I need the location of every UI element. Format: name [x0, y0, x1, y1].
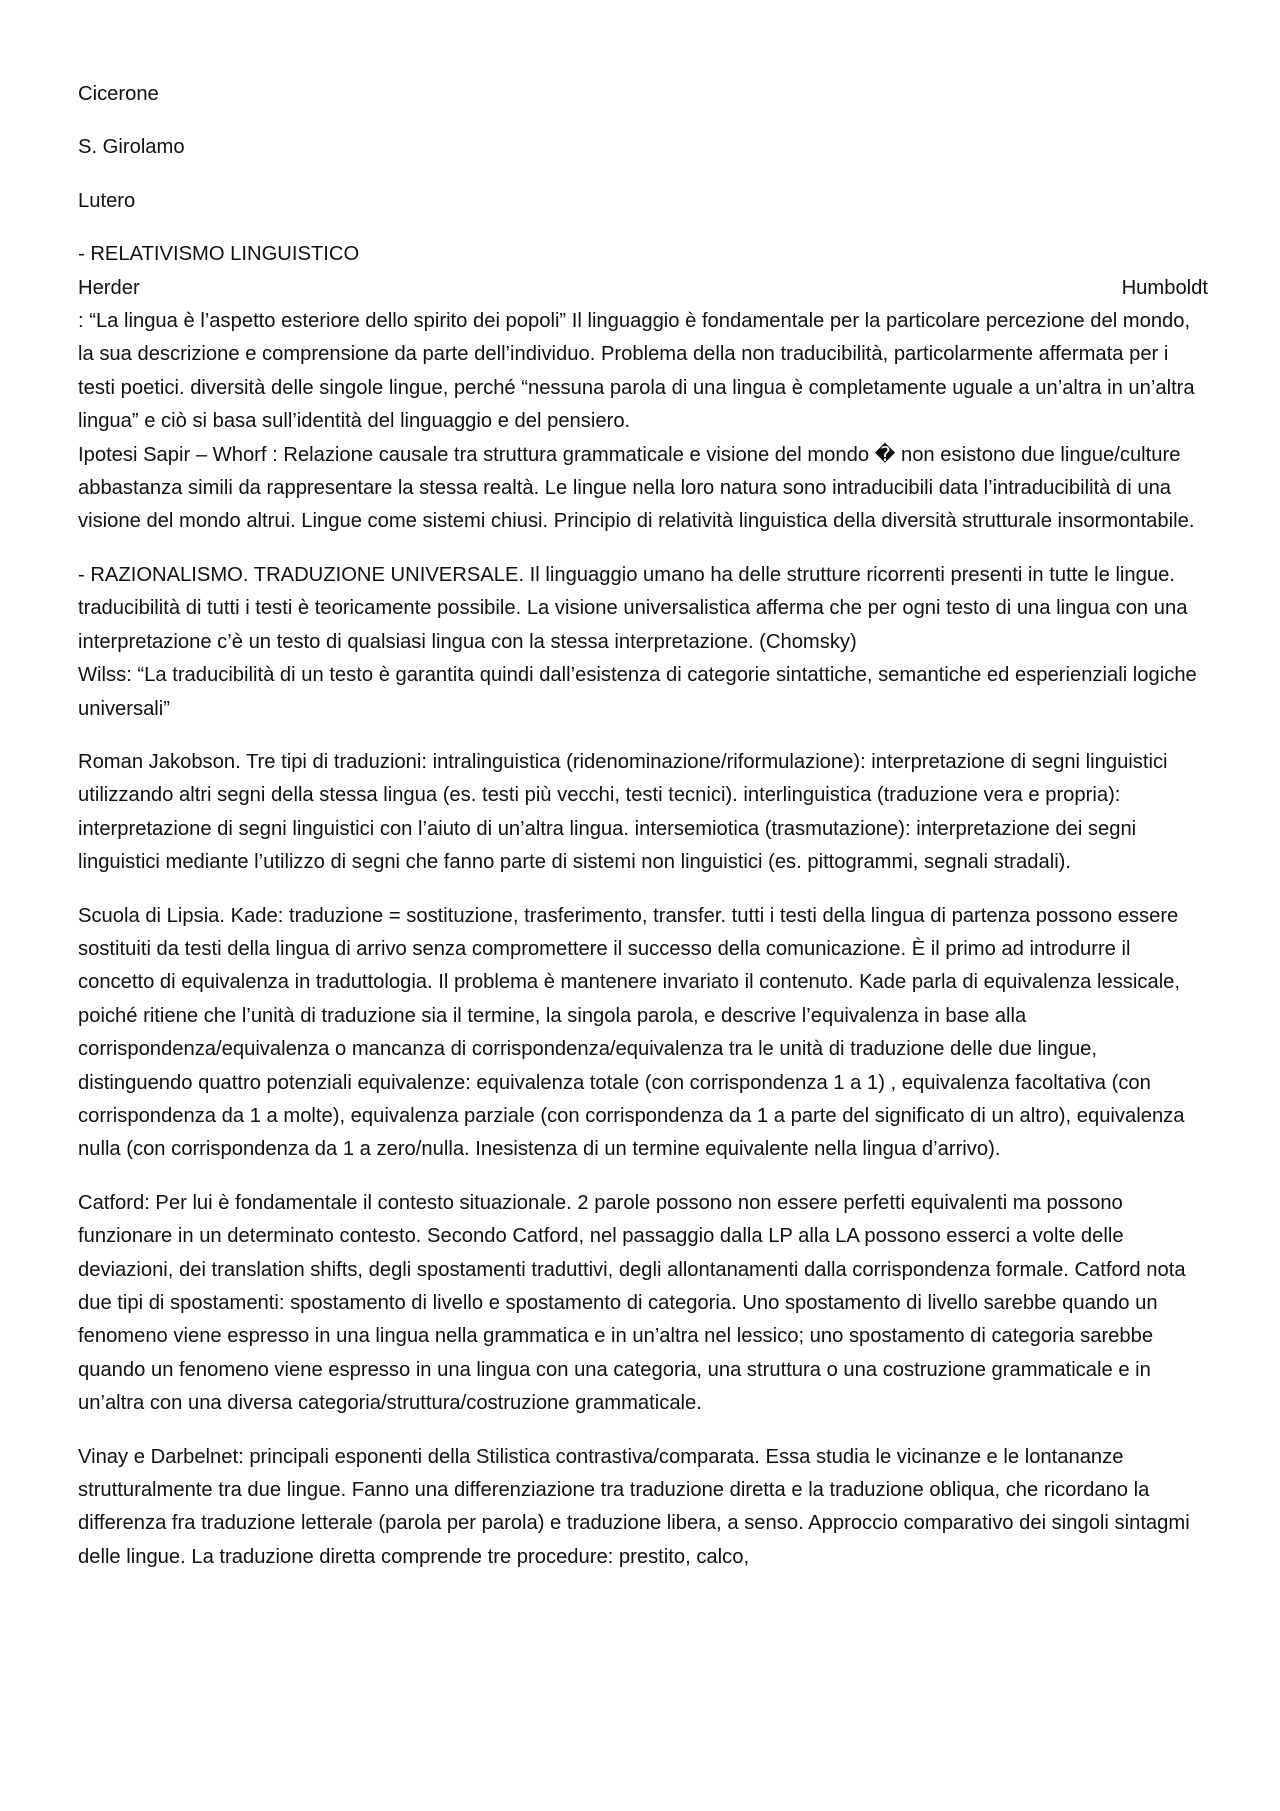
author-row: [78, 272, 1208, 305]
lipsia-paragraph: Scuola di Lipsia. Kade: traduzione = sostituzione, trasferimento, transfer. tutti i testi della lingua di partenza possono essere sostituiti da testi della lingua di arrivo senza compromettere il successo della comunicazione. È il primo ad introdurre il concetto di equivalenza in traduttologia. Il problema è mantenere invariato il contenuto. Kade parla di equivalenza lessicale, poiché ritiene che l’unità di traduzione sia il termine, la singola parola, e descrive l’equivalenza in base alla corrispondenza/equivalenza o mancanza di corrispondenza/equivalenza tra le unità di traduzione delle due lingue, distinguendo quattro potenziali equivalenze: equivalenza totale (con corrispondenza 1 a 1) , equivalenza facoltativa (con corrispondenza da 1 a molte), equivalenza parziale (con corrispondenza da 1 a parte del significato di un altro), equivalenza nulla (con corrispondenza da 1 a zero/nulla. Inesistenza di un termine equivalente nella lingua d’arrivo).: [78, 904, 1185, 1161]
razionalismo-body: - RAZIONALISMO. TRADUZIONE UNIVERSALE. Il linguaggio umano ha delle strutture ricorrenti presenti in tutte le lingue. traducibilità di tutti i testi è teoricamente possibile. La visione universalistica afferma che per ogni testo di una lingua con una interpretazione c’è un testo di qualsiasi lingua con la stessa interpretazione. (Chomsky): [78, 563, 1188, 653]
heading-lutero: Lutero: [78, 189, 136, 212]
relativismo-body: : “La lingua è l’aspetto esteriore dello spirito dei popoli” Il linguaggio è fondamentale per la particolare percezione del mondo, la sua descrizione e comprensione da parte dell’individuo. Problema della non traducibilità, particolarmente affermata per i testi poetici. diversità delle singole lingue, perché “nessuna parola di una lingua è completamente uguale a un’altra in un’altra lingua” e ciò si basa sull’identità del linguaggio e del pensiero.: [78, 310, 1195, 433]
catford-paragraph: Catford: Per lui è fondamentale il contesto situazionale. 2 parole possono non essere perfetti equivalenti ma possono funzionare in un determinato contesto. Secondo Catford, nel passaggio dalla LP alla LA possono esserci a volte delle deviazioni, dei translation shifts, degli spostamenti traduttivi, degli allontanamenti dalla corrispondenza formale. Catford nota due tipi di spostamenti: spostamento di livello e spostamento di categoria. Uno spostamento di livello sarebbe quando un fenomeno viene espresso in una lingua nella grammatica e in un’altra nel lessico; uno spostamento di categoria sarebbe quando un fenomeno viene espresso in una lingua con una categoria, una struttura o una costruzione grammaticale e in un’altra con una diversa categoria/struttura/costruzione grammaticale.: [78, 1191, 1186, 1415]
heading-girolamo: S. Girolamo: [78, 136, 185, 159]
sapir-whorf-paragraph: Ipotesi Sapir – Whorf : Relazione causale tra struttura grammaticale e visione del mondo � non esistono due lingue/culture abbastanza simili da rappresentare la stessa realtà. Le lingue nella loro natura sono intraducibili data l’intraducibilità di una visione del mondo altrui. Lingue come sistemi chiusi. Principio di relatività linguistica della diversità strutturale insormontabile.: [78, 443, 1195, 533]
relativismo-title: - RELATIVISMO LINGUISTICO: [78, 243, 360, 266]
author-humboldt: Humboldt: [1121, 276, 1208, 299]
wilss-quote: Wilss: “La traducibilità di un testo è garantita quindi dall’esistenza di categorie sintattiche, semantiche ed esperienziali logiche universali”: [78, 664, 1197, 720]
section-razionalismo: [78, 559, 1208, 726]
section-relativismo: [78, 238, 1208, 539]
heading-cicerone: Cicerone: [78, 83, 159, 105]
vinay-paragraph: Vinay e Darbelnet: principali esponenti della Stilistica contrastiva/comparata. Essa studia le vicinanze e le lontananze strutturalmente tra due lingue. Fanno una differenziazione tra traduzione diretta e la traduzione obliqua, che ricordano la differenza fra traduzione letterale (parola per parola) e traduzione libera, a senso. Approccio comparativo dei singoli sintagmi delle lingue. La traduzione diretta comprende tre procedure: prestito, calco,: [78, 1445, 1190, 1568]
author-herder: Herder: [78, 276, 140, 299]
jakobson-paragraph: Roman Jakobson. Tre tipi di traduzioni: intralinguistica (ridenominazione/riformulazione): interpretazione di segni linguistici utilizzando altri segni della stessa lingua (es. testi più vecchi, testi tecnici). interlinguistica (traduzione vera e propria): interpretazione di segni linguistici con l’aiuto di un’altra lingua. intersemiotica (trasmutazione): interpretazione dei segni linguistici mediante l’utilizzo di segni che fanno parte di sistemi non linguistici (es. pittogrammi, segnali stradali).: [78, 750, 1168, 874]
